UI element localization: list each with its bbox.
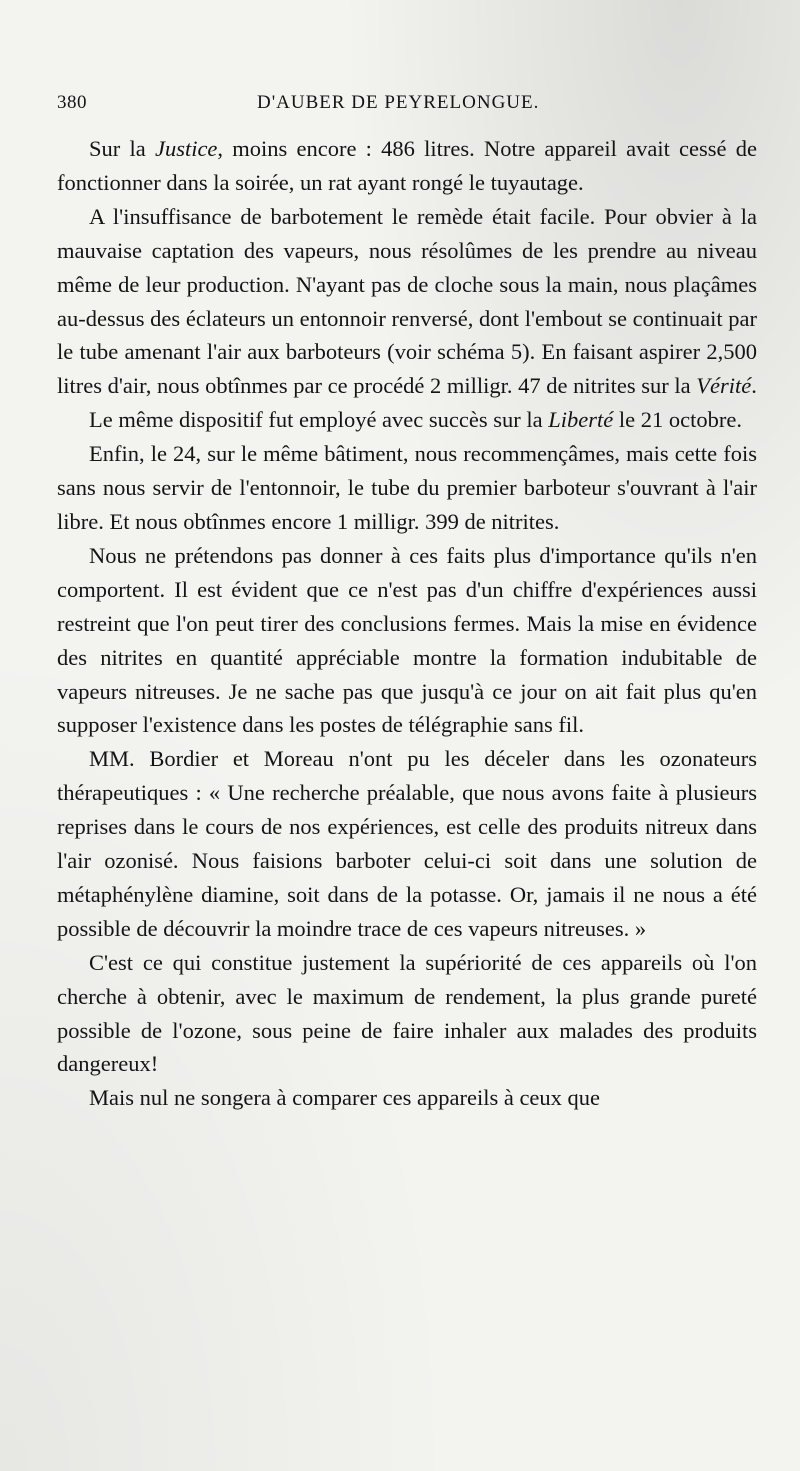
paragraph-5 (57, 539, 757, 742)
running-head: D'AUBER DE PEYRELONGUE. (257, 92, 540, 113)
paragraph-6-text: MM. Bordier et Moreau n'ont pu les déceler dans les ozonateurs thérapeutiques : « Une recherche préalable, que nous avons faite à plusieurs reprises dans le cours de nos expériences, est celle des produits nitreux dans l'air ozonisé. Nous faisions barboter celui-ci soit dans une solution de métaphénylène diamine, soit dans de la potasse. Or, jamais il ne nous a été possible de découvrir la moindre trace de ces vapeurs nitreuses. » (57, 746, 757, 941)
body-text (57, 132, 757, 1115)
paragraph-7 (57, 946, 757, 1082)
paragraph-2-text: A l'insuffisance de barbotement le remède était facile. Pour obvier à la mauvaise captation des vapeurs, nous résolûmes de les prendre au niveau même de leur production. N'ayant pas de cloche sous la main, nous plaçâmes au-dessus des éclateurs un entonnoir renversé, dont l'embout se continuait par le tube amenant l'air aux barboteurs (voir schéma 5). En faisant aspirer 2,500 litres d'air, nous obtînmes par ce procédé 2 milligr. 47 de nitrites sur la (57, 203, 757, 399)
paragraph-2 (57, 200, 757, 403)
paragraph-1-ship-name: Justice (154, 136, 218, 161)
paragraph-2-end: . (751, 373, 757, 399)
paragraph-6 (57, 742, 757, 945)
paragraph-4 (57, 437, 757, 539)
paragraph-1 (57, 132, 757, 200)
paragraph-8 (57, 1081, 757, 1115)
page-header (57, 92, 757, 118)
paragraph-7-text: C'est ce qui constitue justement la supériorité de ces appareils où l'on cherche à obtenir, avec le maximum de rendement, la plus grande pureté possible de l'ozone, sous peine de faire inhaler aux malades des produits dangereux! (57, 949, 757, 1077)
paragraph-3 (57, 403, 757, 437)
paragraph-2-ship-name: Vérité (696, 373, 752, 399)
paragraph-3-text-b: le 21 octobre. (613, 407, 742, 433)
paragraph-1-text-a: Sur la (89, 136, 155, 161)
paragraph-3-ship-name: Liberté (548, 407, 614, 433)
paragraph-5-text: Nous ne prétendons pas donner à ces faits plus d'importance qu'ils n'en comportent. Il est évident que ce n'est pas d'un chiffre d'expériences aussi restreint que l'on peut tirer des conclusions fermes. Mais la mise en évidence des nitrites en quantité appréciable montre la formation indubitable de vapeurs nitreuses. Je ne sache pas que jusqu'à ce jour on ait fait plus qu'en supposer l'existence dans les postes de télégraphie sans fil. (57, 542, 757, 738)
paragraph-3-text-a: Le même dispositif fut employé avec succès sur la (89, 407, 549, 433)
page-number: 380 (57, 92, 87, 113)
paragraph-4-text: Enfin, le 24, sur le même bâtiment, nous recommençâmes, mais cette fois sans nous servir de l'entonnoir, le tube du premier barboteur s'ouvrant à l'air libre. Et nous obtînmes encore 1 milligr. 399 de nitrites. (57, 441, 757, 534)
paragraph-8-text: Mais nul ne songera à comparer ces appareils à ceux que (89, 1085, 601, 1111)
paragraph-1-text-b: , moins encore : 486 litres. Notre appareil avait cessé de fonctionner dans la soirée, un rat ayant rongé le tuyautage. (57, 136, 757, 195)
